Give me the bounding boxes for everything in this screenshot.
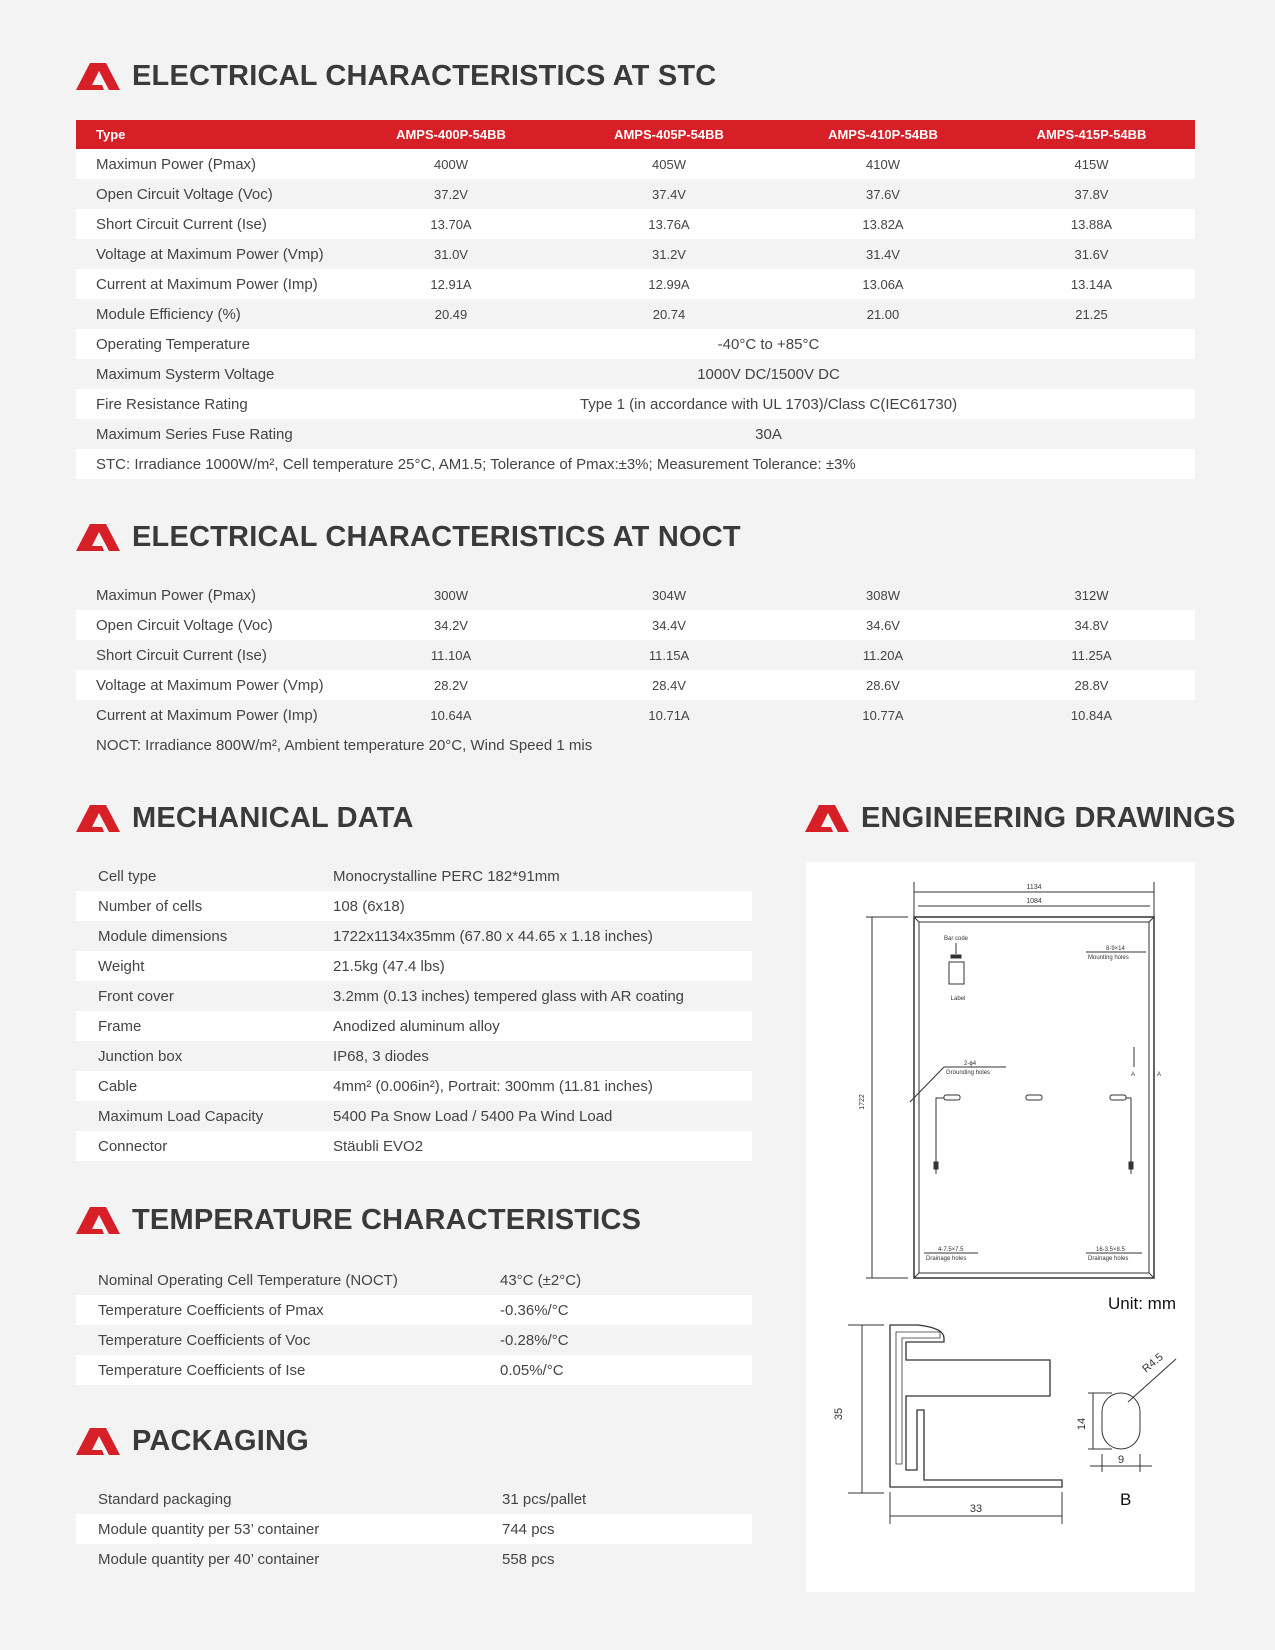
section-title-engineering bbox=[805, 802, 1236, 835]
profile-width: 33 bbox=[969, 1503, 983, 1515]
cell-value: 11.15A bbox=[560, 640, 778, 670]
cell-value: 31.2V bbox=[560, 239, 778, 269]
dim-outer-width: 1134 bbox=[1026, 884, 1042, 891]
mechanical-value: Stäubli EVO2 bbox=[333, 1131, 752, 1161]
cell-value: 37.6V bbox=[778, 179, 988, 209]
mechanical-key: Junction box bbox=[76, 1041, 333, 1071]
cell-value: 31.6V bbox=[988, 239, 1195, 269]
cell-value: 13.88A bbox=[988, 209, 1195, 239]
bar-code-text: Bar code bbox=[943, 936, 969, 942]
section-title-text: ELECTRICAL CHARACTERISTICS AT NOCT bbox=[132, 521, 741, 553]
temperature-key: Temperature Coefficients of Pmax bbox=[76, 1295, 500, 1325]
mechanical-key: Cable bbox=[76, 1071, 333, 1101]
temperature-value: -0.28%/°C bbox=[500, 1325, 752, 1355]
cell-value: 300W bbox=[342, 580, 560, 610]
table-row bbox=[76, 329, 1195, 359]
temperature-key: Temperature Coefficients of Ise bbox=[76, 1355, 500, 1385]
mechanical-key: Front cover bbox=[76, 981, 333, 1011]
slot-width: 9 bbox=[1117, 1454, 1125, 1466]
model-header: AMPS-415P-54BB bbox=[988, 120, 1195, 149]
noct-note: NOCT: Irradiance 800W/m², Ambient temperature 20°C, Wind Speed 1 mis bbox=[96, 736, 593, 754]
brand-logo-icon bbox=[76, 1428, 120, 1455]
section-a-right: A bbox=[1157, 1072, 1162, 1078]
mechanical-value: Monocrystalline PERC 182*91mm bbox=[333, 861, 752, 891]
cell-value: 12.91A bbox=[342, 269, 560, 299]
type-header: Type bbox=[76, 120, 342, 149]
cell-value: 415W bbox=[988, 149, 1195, 179]
mechanical-row bbox=[76, 1131, 752, 1161]
cell-value: 31.0V bbox=[342, 239, 560, 269]
cell-value: 10.77A bbox=[778, 700, 988, 730]
mechanical-key: Maximum Load Capacity bbox=[76, 1101, 333, 1131]
cell-value: 13.14A bbox=[988, 269, 1195, 299]
mechanical-row bbox=[76, 981, 752, 1011]
brand-logo-icon bbox=[76, 63, 120, 90]
row-label: Operating Temperature bbox=[76, 329, 342, 359]
cell-value: 13.70A bbox=[342, 209, 560, 239]
mechanical-key: Number of cells bbox=[76, 891, 333, 921]
temperature-value: 43°C (±2°C) bbox=[500, 1265, 752, 1295]
table-row bbox=[76, 419, 1195, 449]
cell-value: 304W bbox=[560, 580, 778, 610]
section-title-stc bbox=[76, 60, 716, 93]
table-row bbox=[76, 269, 1195, 299]
unit-label: Unit: mm bbox=[1108, 1294, 1176, 1313]
stc-table bbox=[76, 120, 1195, 479]
mechanical-value: Anodized aluminum alloy bbox=[333, 1011, 752, 1041]
row-label: Short Circuit Current (Ise) bbox=[76, 209, 342, 239]
cell-value: 34.6V bbox=[778, 610, 988, 640]
table-row bbox=[76, 670, 1195, 700]
stc-header-row bbox=[76, 120, 1195, 149]
cell-value: Type 1 (in accordance with UL 1703)/Class C(IEC61730) bbox=[342, 389, 1195, 419]
table-row bbox=[76, 239, 1195, 269]
cell-value: 312W bbox=[988, 580, 1195, 610]
label-text: Label bbox=[950, 996, 966, 1002]
mechanical-key: Cell type bbox=[76, 861, 333, 891]
cell-value: 37.4V bbox=[560, 179, 778, 209]
brand-logo-icon bbox=[805, 805, 849, 832]
grounding-count: 2-ϕ4 bbox=[964, 1061, 977, 1067]
temperature-table bbox=[76, 1265, 752, 1385]
model-header: AMPS-410P-54BB bbox=[778, 120, 988, 149]
mechanical-key: Module dimensions bbox=[76, 921, 333, 951]
cell-value: 20.74 bbox=[560, 299, 778, 329]
cell-value: 28.4V bbox=[560, 670, 778, 700]
dim-inner-width: 1084 bbox=[1026, 898, 1042, 905]
mechanical-value: 1722x1134x35mm (67.80 x 44.65 x 1.18 inches) bbox=[333, 921, 752, 951]
cell-value: 410W bbox=[778, 149, 988, 179]
packaging-value: 31 pcs/pallet bbox=[502, 1484, 752, 1514]
mechanical-value: 3.2mm (0.13 inches) tempered glass with AR coating bbox=[333, 981, 752, 1011]
table-row bbox=[76, 149, 1195, 179]
cell-value: 10.84A bbox=[988, 700, 1195, 730]
noct-table bbox=[76, 580, 1195, 760]
temperature-row bbox=[76, 1295, 752, 1325]
slot-height: 14 bbox=[1076, 1417, 1088, 1431]
noct-note-row bbox=[76, 730, 1195, 760]
packaging-key: Module quantity per 53’ container bbox=[76, 1514, 502, 1544]
section-title-packaging bbox=[76, 1425, 309, 1458]
cell-value: 28.6V bbox=[778, 670, 988, 700]
cell-value: 405W bbox=[560, 149, 778, 179]
row-label: Open Circuit Voltage (Voc) bbox=[76, 179, 342, 209]
cell-value: -40°C to +85°C bbox=[342, 329, 1195, 359]
cell-value: 37.8V bbox=[988, 179, 1195, 209]
row-label: Maximun Power (Pmax) bbox=[76, 149, 342, 179]
section-title-temperature bbox=[76, 1204, 641, 1237]
cell-value: 12.99A bbox=[560, 269, 778, 299]
temperature-row bbox=[76, 1265, 752, 1295]
brand-logo-icon bbox=[76, 1207, 120, 1234]
row-label: Maximun Power (Pmax) bbox=[76, 580, 342, 610]
mechanical-row bbox=[76, 951, 752, 981]
mechanical-row bbox=[76, 1011, 752, 1041]
mechanical-row bbox=[76, 861, 752, 891]
packaging-value: 744 pcs bbox=[502, 1514, 752, 1544]
row-label: Short Circuit Current (Ise) bbox=[76, 640, 342, 670]
drainage-left-count: 4-7.5×7.5 bbox=[938, 1247, 964, 1253]
mechanical-row bbox=[76, 1041, 752, 1071]
temperature-value: -0.36%/°C bbox=[500, 1295, 752, 1325]
mechanical-row bbox=[76, 891, 752, 921]
packaging-row bbox=[76, 1544, 752, 1574]
cell-value: 20.49 bbox=[342, 299, 560, 329]
detail-b-label: B bbox=[1120, 1490, 1132, 1509]
cell-value: 13.76A bbox=[560, 209, 778, 239]
temperature-row bbox=[76, 1325, 752, 1355]
cell-value: 28.2V bbox=[342, 670, 560, 700]
packaging-value: 558 pcs bbox=[502, 1544, 752, 1574]
mechanical-row bbox=[76, 1101, 752, 1131]
engineering-drawing bbox=[806, 862, 1195, 1592]
section-title-text: ELECTRICAL CHARACTERISTICS AT STC bbox=[132, 60, 717, 92]
table-row bbox=[76, 299, 1195, 329]
section-title-text: MECHANICAL DATA bbox=[132, 802, 414, 834]
table-row bbox=[76, 209, 1195, 239]
cell-value: 13.82A bbox=[778, 209, 988, 239]
packaging-table bbox=[76, 1484, 752, 1574]
mechanical-value: 21.5kg (47.4 lbs) bbox=[333, 951, 752, 981]
section-title-mechanical bbox=[76, 802, 414, 835]
cell-value: 308W bbox=[778, 580, 988, 610]
temperature-key: Temperature Coefficients of Voc bbox=[76, 1325, 500, 1355]
table-row bbox=[76, 610, 1195, 640]
row-label: Voltage at Maximum Power (Vmp) bbox=[76, 670, 342, 700]
mechanical-value: 4mm² (0.006in²), Portrait: 300mm (11.81 inches) bbox=[333, 1071, 752, 1101]
mechanical-row bbox=[76, 1071, 752, 1101]
mechanical-value: 5400 Pa Snow Load / 5400 Pa Wind Load bbox=[333, 1101, 752, 1131]
mounting-holes-text: Mounting holes bbox=[1088, 955, 1129, 961]
mechanical-value: 108 (6x18) bbox=[333, 891, 752, 921]
cell-value: 10.71A bbox=[560, 700, 778, 730]
table-row bbox=[76, 580, 1195, 610]
packaging-key: Standard packaging bbox=[76, 1484, 502, 1514]
brand-logo-icon bbox=[76, 524, 120, 551]
row-label: Fire Resistance Rating bbox=[76, 389, 342, 419]
cell-value: 400W bbox=[342, 149, 560, 179]
section-title-noct bbox=[76, 521, 741, 554]
cell-value: 30A bbox=[342, 419, 1195, 449]
section-title-text: TEMPERATURE CHARACTERISTICS bbox=[132, 1204, 642, 1236]
section-title-text: ENGINEERING DRAWINGS bbox=[861, 802, 1236, 834]
cell-value: 11.20A bbox=[778, 640, 988, 670]
temperature-row bbox=[76, 1355, 752, 1385]
cell-value: 1000V DC/1500V DC bbox=[342, 359, 1195, 389]
table-row bbox=[76, 359, 1195, 389]
slot-radius: R4.5 bbox=[1140, 1351, 1166, 1376]
mechanical-key: Weight bbox=[76, 951, 333, 981]
packaging-row bbox=[76, 1484, 752, 1514]
stc-note: STC: Irradiance 1000W/m², Cell temperature 25°C, AM1.5; Tolerance of Pmax:±3%; Measurement Tolerance: ±3% bbox=[76, 449, 1195, 479]
stc-note-row bbox=[76, 449, 1195, 479]
grounding-holes-text: Grounding holes bbox=[946, 1070, 991, 1076]
cell-value: 11.10A bbox=[342, 640, 560, 670]
section-title-text: PACKAGING bbox=[132, 1425, 309, 1457]
row-label: Current at Maximum Power (Imp) bbox=[76, 700, 342, 730]
row-label: Voltage at Maximum Power (Vmp) bbox=[76, 239, 342, 269]
cell-value: 34.2V bbox=[342, 610, 560, 640]
table-row bbox=[76, 700, 1195, 730]
drainage-right-text: Drainage holes bbox=[1088, 1256, 1129, 1262]
cell-value: 37.2V bbox=[342, 179, 560, 209]
temperature-value: 0.05%/°C bbox=[500, 1355, 752, 1385]
table-row bbox=[76, 640, 1195, 670]
cell-value: 28.8V bbox=[988, 670, 1195, 700]
packaging-key: Module quantity per 40’ container bbox=[76, 1544, 502, 1574]
row-label: Maximum Systerm Voltage bbox=[76, 359, 342, 389]
model-header: AMPS-405P-54BB bbox=[560, 120, 778, 149]
table-row bbox=[76, 179, 1195, 209]
packaging-row bbox=[76, 1514, 752, 1544]
cell-value: 34.8V bbox=[988, 610, 1195, 640]
row-label: Current at Maximum Power (Imp) bbox=[76, 269, 342, 299]
mechanical-key: Connector bbox=[76, 1131, 333, 1161]
row-label: Open Circuit Voltage (Voc) bbox=[76, 610, 342, 640]
mechanical-key: Frame bbox=[76, 1011, 333, 1041]
table-row bbox=[76, 389, 1195, 419]
temperature-key: Nominal Operating Cell Temperature (NOCT) bbox=[76, 1265, 500, 1295]
mechanical-row bbox=[76, 921, 752, 951]
drainage-left-text: Drainage holes bbox=[926, 1256, 967, 1262]
model-header: AMPS-400P-54BB bbox=[342, 120, 560, 149]
cell-value: 21.00 bbox=[778, 299, 988, 329]
cell-value: 13.06A bbox=[778, 269, 988, 299]
brand-logo-icon bbox=[76, 805, 120, 832]
mechanical-value: IP68, 3 diodes bbox=[333, 1041, 752, 1071]
row-label: Maximum Series Fuse Rating bbox=[76, 419, 342, 449]
cell-value: 11.25A bbox=[988, 640, 1195, 670]
row-label: Module Efficiency (%) bbox=[76, 299, 342, 329]
drainage-right-count: 16-3.5×8.5 bbox=[1096, 1247, 1125, 1253]
dim-height: 1722 bbox=[859, 1094, 866, 1110]
drawing-svg bbox=[806, 862, 1195, 1592]
profile-height: 35 bbox=[833, 1407, 845, 1421]
mounting-count: 8-9×14 bbox=[1106, 946, 1125, 952]
cell-value: 10.64A bbox=[342, 700, 560, 730]
cell-value: 21.25 bbox=[988, 299, 1195, 329]
section-a-left: A bbox=[1131, 1072, 1136, 1078]
cell-value: 34.4V bbox=[560, 610, 778, 640]
mechanical-table bbox=[76, 861, 752, 1161]
cell-value: 31.4V bbox=[778, 239, 988, 269]
